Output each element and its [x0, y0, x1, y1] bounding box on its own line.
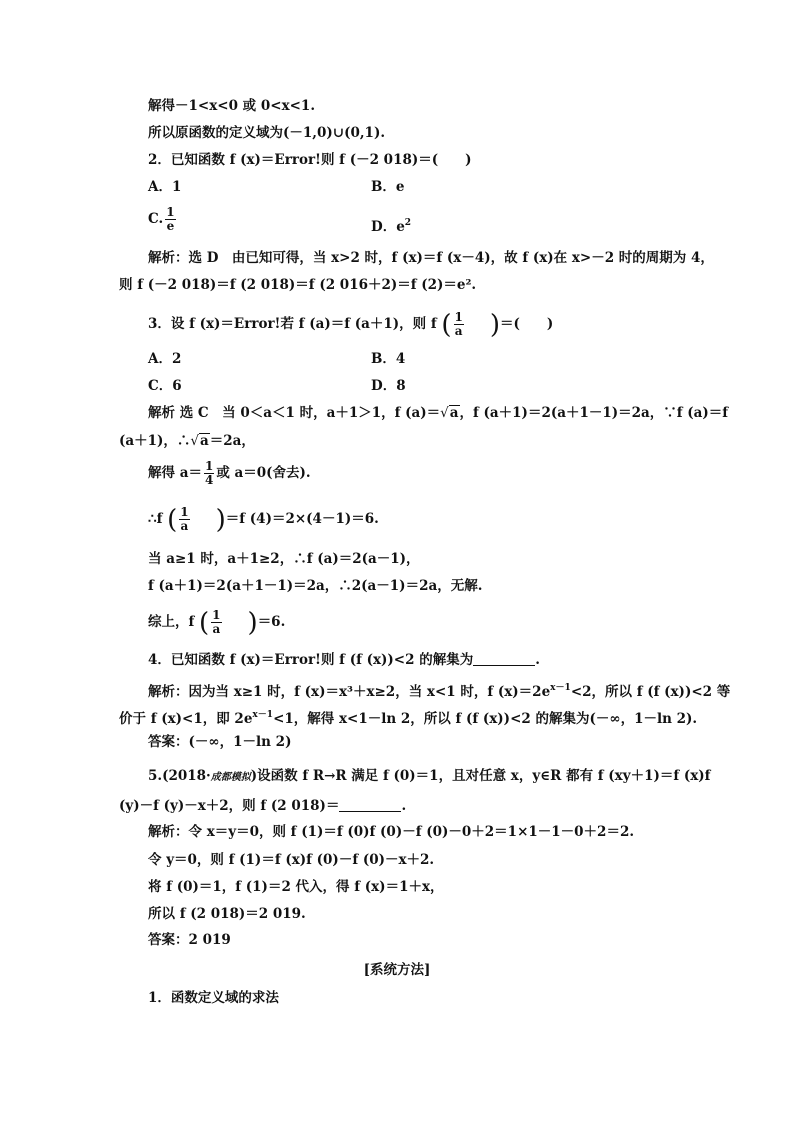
solution-line: 令 y＝0，则 f (1)＝f (x)f (0)－f (0)－x＋2.	[148, 852, 435, 868]
option-d	[371, 213, 411, 237]
answer-blank	[473, 651, 535, 666]
answer-blank	[339, 797, 401, 812]
solution-line	[148, 678, 730, 702]
text: 价于 f (x)<1，即 2e	[119, 711, 253, 727]
question-5-stem	[119, 796, 406, 816]
denominator: e	[166, 219, 175, 233]
text: )设函数 f R→R 满足 f (0)＝1，且对任意 x，y∈R 都有 f (xy＋1)＝f (x)f	[250, 768, 711, 784]
numerator: 1	[454, 310, 463, 324]
text: 综上，f	[148, 614, 195, 630]
left-paren: (	[199, 607, 210, 638]
question-3-stem	[148, 311, 553, 338]
text: ＝f (4)＝2×(4－1)＝6.	[225, 511, 379, 527]
fraction	[165, 206, 175, 233]
denominator: a	[212, 622, 221, 636]
text: ＝2a，	[209, 433, 255, 449]
text: (y)－f (y)－x＋2，则 f (2 018)＝	[119, 798, 340, 814]
solution-line: 将 f (0)＝1，f (1)＝2 代入，得 f (x)＝1＋x，	[148, 879, 444, 895]
sqrt-radicand: a	[200, 433, 209, 449]
text: .	[401, 798, 407, 814]
option-a: A．2	[148, 351, 182, 367]
solution-line	[148, 506, 379, 533]
text: 解析：因为当 x≥1 时，f (x)＝x³＋x≥2，当 x<1 时，f (x)＝2e	[148, 684, 551, 700]
numerator: 1	[204, 459, 214, 473]
source-tag: 成都模拟	[210, 772, 251, 783]
left-paren: (	[167, 504, 178, 535]
text: 解得 a＝	[148, 465, 202, 481]
numerator: 1	[212, 608, 221, 622]
question-4-stem	[148, 650, 540, 670]
solution-line: 当 a≥1 时，a＋1≥2，∴f (a)＝2(a－1)，	[148, 551, 420, 567]
option-d-text: D．e	[371, 219, 405, 235]
right-paren: )	[489, 309, 501, 340]
option-c-label: C.	[148, 211, 164, 227]
answer-line: 答案：2 019	[148, 932, 231, 948]
section-title: [系统方法]	[363, 962, 431, 978]
text: 4．已知函数 f (x)＝Error!则 f (f (x))<2 的解集为	[148, 652, 474, 668]
numerator: 1	[180, 505, 189, 519]
text: <1，解得 x<1－ln 2，所以 f (f (x))<2 的解集为(－∞，1－ln 2).	[273, 711, 698, 727]
stem-text: ＝( )	[500, 316, 554, 332]
text: ，f (a＋1)＝2(a＋1－1)＝2a，∵f (a)＝f	[459, 405, 729, 421]
section-heading: 1．函数定义域的求法	[148, 990, 279, 1006]
question-2-stem: 2．已知函数 f (x)＝Error!则 f (－2 018)＝( )	[148, 152, 472, 168]
solution-line: 解得－1<x<0 或 0<x<1.	[148, 98, 316, 114]
option-c: C．6	[148, 378, 182, 394]
superscript: x－1	[550, 683, 571, 693]
solution-line: 解析：选 D 由已知可得，当 x>2 时，f (x)＝f (x－4)，故 f (x)在 x>－2 时的周期为 4，	[148, 250, 714, 266]
solution-line: 解析 选 C 当 0＜a＜1 时，a＋1＞1，f (a)＝√a，f (a＋1)＝2(a＋1－1)＝2a，∵f (a)＝f	[148, 405, 729, 421]
text: ∴f	[148, 511, 163, 527]
solution-line: 则 f (－2 018)＝f (2 018)＝f (2 016＋2)＝f (2)＝e².	[119, 277, 477, 293]
numerator: 1	[166, 205, 175, 219]
superscript: 2	[404, 218, 412, 228]
fraction	[211, 609, 221, 636]
stem-text: 3．设 f (x)＝Error!若 f (a)＝f (a＋1)，则 f	[148, 316, 437, 332]
solution-line: 所以原函数的定义域为(－1,0)∪(0,1).	[148, 125, 386, 141]
solution-line: 所以 f (2 018)＝2 019.	[148, 906, 306, 922]
answer-line: 答案：(－∞，1－ln 2)	[148, 734, 292, 750]
text: 或 a＝0(舍去).	[216, 465, 311, 481]
left-paren: (	[441, 309, 452, 340]
solution-line: 解析：令 x＝y＝0，则 f (1)＝f (0)f (0)－f (0)－0＋2＝1×1－1－0＋2＝2.	[148, 824, 635, 840]
text: 5.(2018·	[148, 768, 211, 784]
option-d: D．8	[371, 378, 406, 394]
fraction	[179, 506, 189, 533]
option-b: B．e	[371, 179, 405, 195]
solution-line	[119, 705, 697, 729]
solution-line	[148, 460, 311, 487]
solution-line: (a＋1)，∴√a＝2a，	[119, 433, 255, 449]
superscript: x－1	[252, 710, 274, 720]
denominator: a	[180, 519, 189, 533]
text: ＝6.	[257, 614, 286, 630]
option-c	[148, 206, 178, 233]
fraction	[454, 311, 464, 338]
sqrt-radicand: a	[449, 405, 459, 421]
text: .	[535, 652, 540, 668]
text: (a＋1)，∴	[119, 433, 191, 449]
right-paren: )	[247, 607, 258, 638]
question-5-stem	[148, 766, 711, 788]
solution-line	[148, 609, 285, 636]
denominator: 4	[204, 473, 214, 487]
text: 解析 选 C 当 0＜a＜1 时，a＋1＞1，f (a)＝	[148, 405, 441, 421]
option-b: B．4	[371, 351, 406, 367]
text: <2，所以 f (f (x))<2 等	[570, 684, 731, 700]
right-paren: )	[215, 504, 226, 535]
option-a: A．1	[148, 179, 182, 195]
solution-line: f (a＋1)＝2(a＋1－1)＝2a，∴2(a－1)＝2a，无解.	[148, 578, 483, 594]
denominator: a	[454, 324, 463, 338]
fraction	[204, 460, 214, 487]
